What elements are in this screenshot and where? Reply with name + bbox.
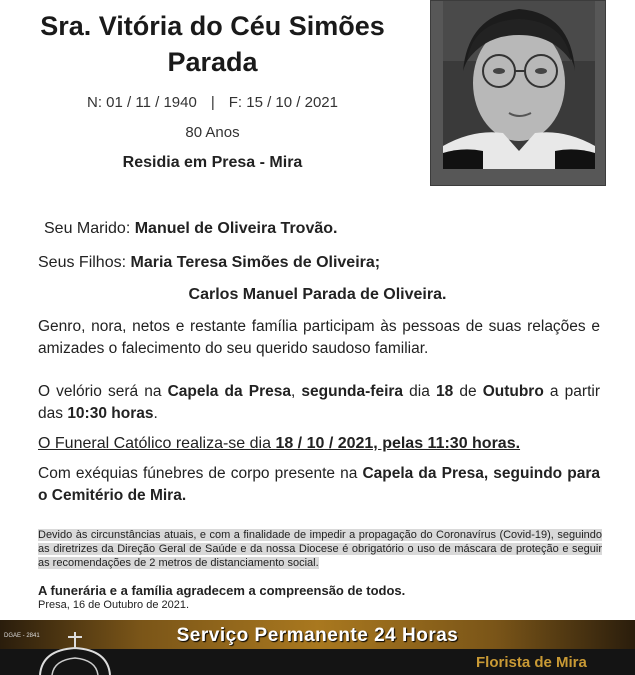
portrait-frame — [430, 0, 606, 186]
age: 80 Anos — [185, 124, 240, 141]
place-date: Presa, 16 de Outubro de 2021. — [38, 599, 190, 611]
wake-text: . — [153, 405, 158, 422]
deceased-name-line1: Sra. Vitória do Céu Simões — [40, 11, 385, 41]
wake-text: dia — [403, 383, 436, 400]
life-dates — [0, 94, 425, 111]
death-announcement: Genro, nora, netos e restante família participam às pessoas de suas relações e amizades o falecimento do seu querido saudoso familiar. — [38, 318, 600, 357]
covid-notice — [38, 528, 602, 570]
wake-text: , — [290, 383, 302, 400]
children-label: Seus Filhos: — [38, 254, 127, 271]
service-banner: Serviço Permanente 24 Horas — [176, 625, 459, 646]
husband-name: Manuel de Oliveira Trovão. — [134, 220, 338, 237]
wake-time: 10:30 horas — [67, 405, 154, 422]
children-line — [38, 254, 380, 272]
covid-notice-text: Devido às circunstâncias atuais, e com a finalidade de impedir a propagação do Coronavírus (Covid-19), seguindo as diretrizes da Direção Geral de Saúde e da nossa Diocese é obrigatório o uso de máscara de proteção e seguir as recomendações de 2 metros de distanciamento social. — [38, 529, 602, 569]
wake-month: Outubro — [482, 383, 544, 400]
child-2-name: Carlos Manuel Parada de Oliveira. — [188, 286, 447, 303]
wake-weekday: segunda-feira — [301, 383, 404, 400]
birth-date: N: 01 / 11 / 1940 — [87, 94, 197, 111]
exequies-text: Com exéquias fúnebres de corpo presente na — [38, 465, 363, 482]
wake-text: de — [453, 383, 483, 400]
wake-location: Capela da Presa — [167, 383, 291, 400]
death-date: F: 15 / 10 / 2021 — [228, 94, 338, 111]
funeral-info — [38, 433, 600, 455]
wake-text: a partir das — [38, 383, 600, 422]
residence: Residia em Presa - Mira — [122, 154, 303, 171]
florist-name: Florista de Mira — [476, 654, 587, 671]
funeral-datetime: 18 / 10 / 2021, pelas 11:30 horas. — [275, 435, 521, 452]
child-1-name: Maria Teresa Simões de Oliveira; — [130, 254, 381, 271]
exequies-info — [38, 463, 600, 507]
husband-label: Seu Marido: — [44, 220, 131, 237]
wake-info — [38, 381, 600, 425]
thanks-note: A funerária e a família agradecem a compreensão de todos. — [38, 583, 406, 598]
date-separator: | — [210, 94, 215, 111]
wake-day: 18 — [435, 383, 454, 400]
exequies-location: Capela da Presa, seguindo para o Cemitério de Mira. — [38, 465, 601, 504]
deceased-name-line2: Parada — [167, 47, 258, 77]
husband-line — [44, 220, 337, 238]
deceased-name — [0, 8, 425, 80]
wake-text: O velório será na — [38, 383, 168, 400]
portrait-photo — [443, 1, 595, 169]
dgae-code: DGAE - 2841 — [4, 633, 40, 639]
funeral-text: O Funeral Católico realiza-se dia — [38, 435, 276, 452]
